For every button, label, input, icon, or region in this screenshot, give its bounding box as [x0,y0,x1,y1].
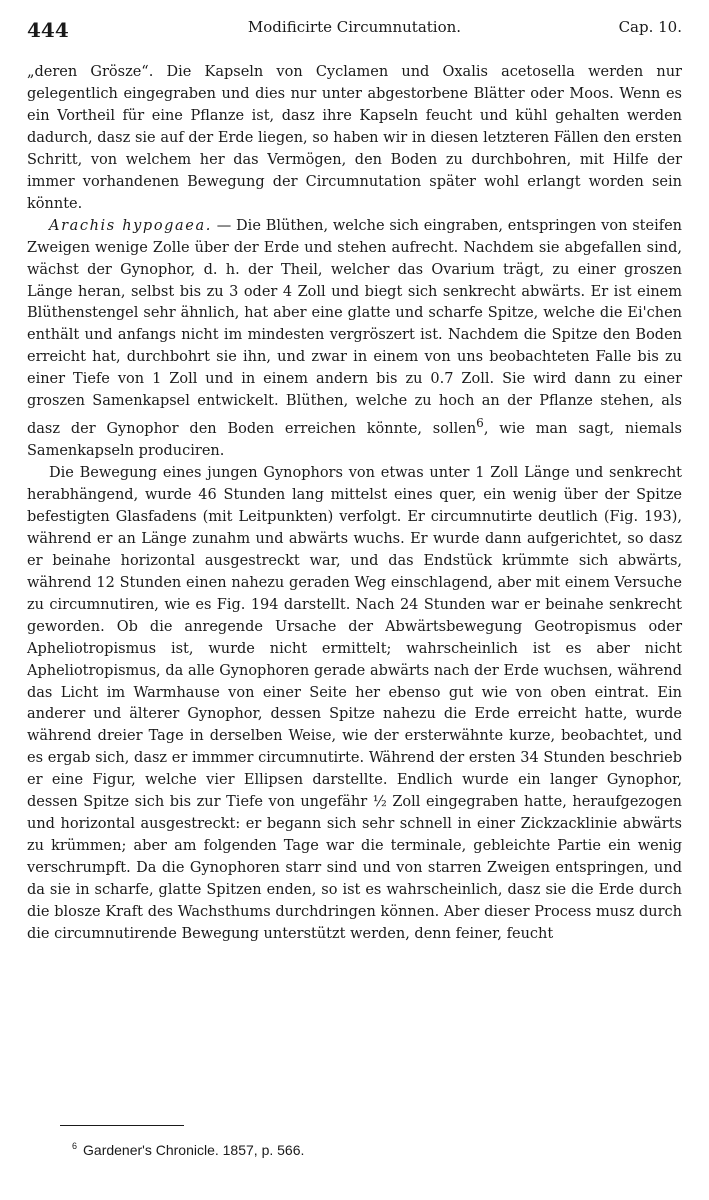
chapter-label: Cap. 10. [618,18,682,36]
paragraph-2-text-b: , wie man sagt, niemals Samenkapseln produciren. [27,421,682,460]
paragraph-3: Die Bewegung eines jungen Gynophors von etwas unter 1 Zoll Länge und senkrecht herabhängend, wurde 46 Stunden lang mittelst eines quer, ein wenig über der Spitze befestigten Glasfadens (mit Leitpunkten) verfolgt. Er circumnutirte deutlich (Fig. 193), während er an Länge zunahm und abwärts wuchs. Er wurde dann aufgerichtet, so dasz er beinahe horizontal ausgestreckt war, und das Endstück krümmte sich abwärts, während 12 Stunden einen nahezu geraden Weg einschlagend, aber mit einem Versuche zu circumnutiren, wie es Fig. 194 darstellt. Nach 24 Stunden war er beinahe senkrecht geworden. Ob die anregende Ursache der Abwärtsbewegung Geotropismus oder Apheliotropismus ist, wurde nicht ermittelt; wahrscheinlich ist es aber nicht Apheliotropismus, da alle Gynophoren gerade abwärts nach der Erde wuchsen, während das Licht im Warmhause von einer Seite her ebenso gut wie von oben eintrat. Ein anderer und älterer Gynophor, dessen Spitze nahezu die Erde erreicht hatte, wurde während dreier Tage in derselben Weise, wie der ersterwähnte kurze, beobachtet, und es ergab sich, dasz er immmer circumnutirte. Während der ersten 34 Stunden beschrieb er eine Figur, welche vier Ellipsen darstellte. Endlich wurde ein langer Gynophor, dessen Spitze sich bis zur Tiefe von ungefähr ½ Zoll eingegraben hatte, heraufgezogen und horizontal ausgestreckt: er begann sich sehr schnell in einer Zickzacklinie abwärts zu krümmen; aber am folgenden Tage war die terminale, gebleichte Partie ein wenig verschrumpft. Da die Gynophoren starr sind und von starren Zweigen entspringen, und da sie in scharfe, glatte Spitzen enden, so ist es wahrscheinlich, dasz sie die Erde durch die blosze Kraft des Wachsthums durchdringen können. Aber dieser Process musz durch die circumnutirende Bewegung unterstützt werden, denn feiner, feucht [27,464,682,942]
running-head: Modificirte Circumnutation. [247,18,462,36]
page-header [27,10,682,40]
footnote-marker: 6 [72,1141,78,1151]
paragraph-2 [27,216,682,463]
page-number: 444 [27,18,69,42]
paragraph-2-text-a: — Die Blüthen, welche sich eingraben, entspringen von steifen Zweigen wenige Zolle über der Erde und stehen aufrecht. Nachdem sie abgefallen sind, wächst der Gynophor, d. h. der Theil, welcher das Ovarium trägt, zu einer groszen Länge heran, selbst bis zu 3 oder 4 Zoll und biegt sich senkrecht abwärts. Er ist einem Blüthenstengel sehr ähnlich, hat aber eine glatte und scharfe Spitze, welche die Ei'chen enthält und anfangs nicht im mindesten vergröszert ist. Nachdem die Spitze den Boden erreicht hat, durchbohrt sie ihn, und zwar in einem von uns beobachteten Falle bis zu einer Tiefe von 1 Zoll und in einem andern bis zu 0.7 Zoll. Sie wird dann zu einer groszen Samenkapsel entwickelt. Blüthen, welche zu hoch an der Pflanze stehen, als dasz der Gynophor den Boden erreichen könnte, sollen [27,217,683,438]
species-heading: Arachis hypogaea. [49,217,212,234]
footnote-reference: 6 [476,416,484,431]
footnote [72,1141,304,1158]
paragraph-1: „deren Grösze“. Die Kapseln von Cyclamen und Oxalis acetosella werden nur gelegentlich eingegraben und dies nur unter abgestorbene Blätter oder Moos. Wenn es ein Vortheil für eine Pflanze ist, dasz ihre Kapseln feucht und kühl gehalten werden dadurch, dasz sie auf der Erde liegen, so haben wir in diesen letzteren Fällen den ersten Schritt, von welchem her das Vermögen, den Boden zu durchbohren, mit Hilfe der immer vorhandenen Bewegung der Circumnutation später wohl erlangt worden sein könnte. [27,64,682,212]
footnote-divider [60,1125,184,1126]
body-text [27,62,682,946]
footnote-text: Gardener's Chronicle. 1857, p. 566. [83,1142,305,1158]
